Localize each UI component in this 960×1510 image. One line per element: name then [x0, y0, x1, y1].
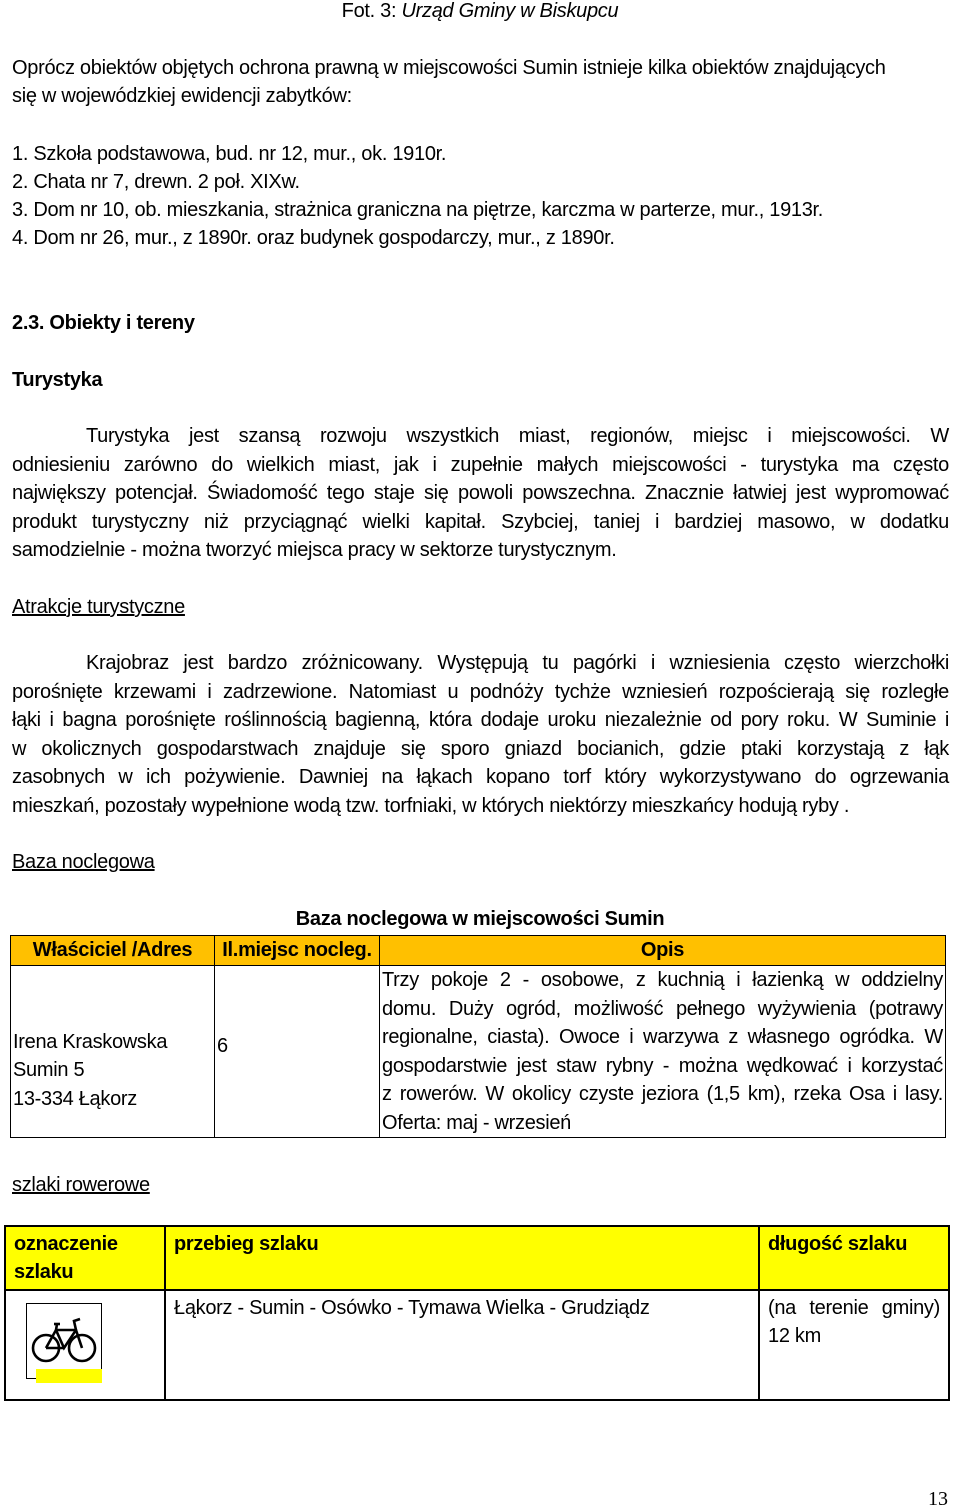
tourism-line: produkt turystyczny niż przyciągnąć wielki kapitał. Szybciej, taniej i bardziej masowo, w dodatku	[12, 510, 949, 533]
column-header-places: Il.miejsc nocleg.	[215, 936, 380, 966]
column-header-length: długość szlaku	[759, 1226, 949, 1290]
attractions-line: Krajobraz jest bardzo zróżnicowany. Występują tu pagórki i wzniesienia często wierzchołki	[86, 652, 949, 674]
attractions-heading: Atrakcje turystyczne	[12, 596, 185, 618]
owner-address: Sumin 5	[13, 1059, 85, 1082]
owner-postcode: 13-334 Łąkorz	[13, 1087, 137, 1110]
owner-cell	[11, 966, 215, 1138]
table-row	[5, 1290, 949, 1400]
trail-length-note: (na terenie gminy)	[768, 1297, 940, 1319]
caption-title: Urząd Gminy w Biskupcu	[401, 0, 619, 22]
tourism-line: samodzielnie - można tworzyć miejsca pracy w sektorze turystycznym.	[12, 539, 617, 561]
intro-line-1: Oprócz obiektów objętych ochrona prawną w miejscowości Sumin istnieje kilka obiektów znajdujących	[12, 57, 886, 79]
trail-route-cell	[165, 1290, 759, 1400]
section-subheading: Turystyka	[12, 369, 103, 391]
places-cell	[215, 966, 380, 1138]
tourism-line: największy potencjał. Świadomość tego staje się powoli powszechna. Znacznie łatwiej jest wypromować	[12, 482, 949, 504]
description-line: regionalne, ciasta). Owoce i warzywa z własnego ogródka. W	[382, 1026, 943, 1048]
lodging-table-title: Baza noclegowa w miejscowości Sumin	[295, 908, 665, 930]
attractions-paragraph	[12, 649, 949, 820]
photo-caption	[0, 0, 960, 25]
description-line: Trzy pokoje 2 - osobowe, z kuchnią i łazienką w oddzielny	[382, 969, 943, 991]
trails-table	[4, 1225, 950, 1401]
places-count: 6	[217, 1035, 228, 1057]
monument-item: 1. Szkoła podstawowa, bud. nr 12, mur., ok. 1910r.	[12, 143, 447, 165]
trail-length-cell	[759, 1290, 949, 1400]
caption-prefix: Fot. 3:	[341, 0, 402, 22]
description-line: domu. Duży ogród, możliwość pełnego wyżywienia (potrawy	[382, 997, 943, 1020]
lodging-table-header-row	[11, 936, 946, 966]
trail-route: Łąkorz - Sumin - Osówko - Tymawa Wielka - Grudziądz	[174, 1297, 650, 1319]
lodging-table	[10, 935, 946, 1138]
column-header-route: przebieg szlaku	[165, 1226, 759, 1290]
monument-item: 3. Dom nr 10, ob. mieszkania, strażnica graniczna na piętrze, karczma w parterze, mur., 1913r.	[12, 199, 824, 221]
description-line: Oferta: maj - wrzesień	[382, 1111, 572, 1134]
monument-item: 4. Dom nr 26, mur., z 1890r. oraz budynek gospodarczy, mur., z 1890r.	[12, 227, 615, 249]
attractions-line: porośnięte krzewami i zadrzewione. Natomiast u podnóży tychże wzniesień rozpościerają się rozległe	[12, 680, 949, 703]
table-row	[11, 966, 946, 1138]
trail-color-marker	[36, 1369, 102, 1383]
monument-item: 2. Chata nr 7, drewn. 2 poł. XIXw.	[12, 171, 300, 193]
tourism-line: odniesieniu zarówno do wielkich miast, jak i zupełnie małych miejscowości - turystyka ma często	[12, 453, 949, 476]
intro-line-2: się w wojewódzkiej ewidencji zabytków:	[12, 85, 352, 107]
owner-name: Irena Kraskowska	[13, 1030, 168, 1053]
trail-length-value: 12 km	[768, 1325, 821, 1347]
page-number: 13	[928, 1488, 948, 1510]
trails-heading: szlaki rowerowe	[12, 1174, 150, 1196]
bicycle-icon	[26, 1303, 102, 1379]
attractions-line: łąki i bagna porośnięte roślinnością bagienną, która dodaje uroku niezależnie od pory roku. W Suminie i	[12, 709, 949, 731]
attractions-line: w okolicznych gospodarstwach znajduje się sporo gniazd bocianich, gdzie ptaki korzystają z łąk	[12, 737, 949, 760]
description-cell	[380, 966, 946, 1138]
section-heading: 2.3. Obiekty i tereny	[12, 312, 195, 334]
lodging-heading: Baza noclegowa	[12, 851, 155, 873]
column-header-marker: oznaczenie szlaku	[5, 1226, 165, 1290]
trail-marker-cell	[5, 1290, 165, 1400]
attractions-line: mieszkań, pozostały wypełnione wodą tzw. torfniaki, w których niektórzy mieszkańcy hodują ryby .	[12, 794, 850, 817]
column-header-owner: Właściciel /Adres	[11, 936, 215, 966]
attractions-line: zasobnych w ich pożywienie. Dawniej na łąkach kopano torf który wykorzystywano do ogrzewania	[12, 766, 949, 788]
trails-table-header-row	[5, 1226, 949, 1290]
tourism-paragraph	[12, 422, 949, 565]
column-header-description: Opis	[380, 936, 946, 966]
tourism-line: Turystyka jest szansą rozwoju wszystkich miast, regionów, miejsc i miejscowości. W	[86, 425, 949, 447]
description-line: z rowerów. W okolicy czyste jeziora (1,5 km), rzeka Osa i lasy.	[382, 1083, 943, 1105]
description-line: gospodarstwie jest staw rybny - można wędkować i korzystać	[382, 1054, 943, 1077]
